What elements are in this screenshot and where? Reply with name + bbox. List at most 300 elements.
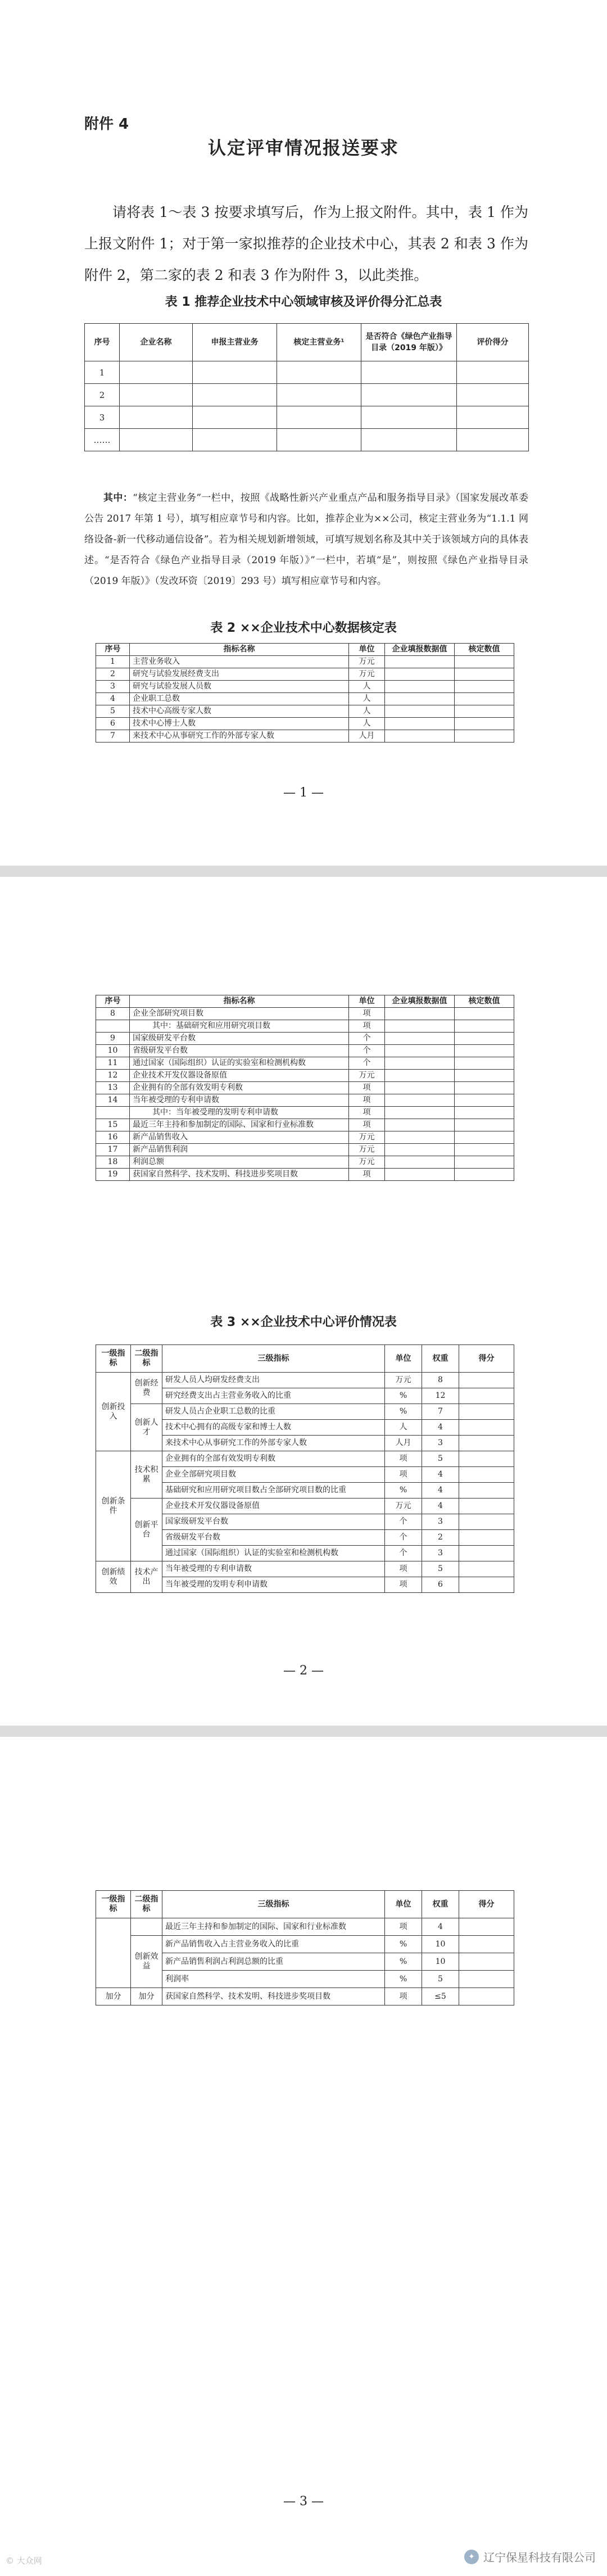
table2-cell: 项 <box>349 1094 385 1107</box>
table2-cell: 当年被受理的专利申请数 <box>130 1094 349 1107</box>
table3-part2 <box>96 1890 514 2005</box>
table3-cell: 5 <box>422 1451 459 1467</box>
table3-cell: 个 <box>385 1514 422 1530</box>
table1-caption: 表 1 推荐企业技术中心领域审核及评价得分汇总表 <box>165 295 442 309</box>
document-page-1 <box>0 0 607 866</box>
table1-cell: 1 <box>85 361 120 384</box>
table2-cell <box>455 656 514 668</box>
table2-cell: 4 <box>96 693 130 705</box>
table2-header-cell: 指标名称 <box>130 644 349 656</box>
table-row <box>96 705 514 718</box>
table1-header-cell: 评价得分 <box>457 324 529 361</box>
note-text: “核定主营业务”一栏中，按照《战略性新兴产业重点产品和服务指导目录》（国家发展改革委公告 2017 年第 1 号），填写相应章节号和内容。比如，推荐企业为××公司，核定主营业务为“1.1.1 网络设备-新一代移动通信设备”。若为相关规划新增领域，可填写规划名称及其中关于该领域方向的具体表述。“是否符合《绿色产业指导目录（2019 年版）》”一栏中，若填“是”，则按照《绿色产业指导目录（2019 年版）》（发改环资〔2019〕293 号）填写相应章节号和内容。 <box>84 492 529 587</box>
table3-level2-cell: 技术积累 <box>131 1451 162 1498</box>
table3-cell: 利润率 <box>162 1971 385 1988</box>
table3-header-cell: 三级指标 <box>162 1891 385 1918</box>
table2-cell <box>385 1094 455 1107</box>
table3-header-cell: 二级指标 <box>131 1891 162 1918</box>
table2-cell: 个 <box>349 1057 385 1070</box>
table2-cell <box>385 1020 455 1033</box>
table3-cell <box>459 1546 514 1561</box>
table2-cell: 万元 <box>349 1144 385 1156</box>
table1-cell <box>277 361 361 384</box>
table3-header-cell: 一级指标 <box>96 1891 131 1918</box>
table2-cell: 2 <box>96 668 130 681</box>
table3-cell <box>459 1467 514 1483</box>
table3-cell <box>459 1971 514 1988</box>
table-row <box>96 1918 514 1936</box>
table3-cell: 企业拥有的全部有效发明专利数 <box>162 1451 385 1467</box>
table-row <box>96 668 514 681</box>
table2-cell <box>385 1070 455 1082</box>
table2-cell: 企业职工总数 <box>130 693 349 705</box>
table3-cell <box>459 1420 514 1436</box>
table2-cell: 万元 <box>349 668 385 681</box>
table2-cell <box>385 1045 455 1057</box>
table3-cell: 个 <box>385 1530 422 1546</box>
table3-level2-cell: 创新经费 <box>131 1373 162 1404</box>
table1-cell <box>193 361 277 384</box>
table3-cell: 5 <box>422 1561 459 1577</box>
table2-cell: 通过国家（国际组织）认证的实验室和检测机构数 <box>130 1057 349 1070</box>
table1-cell <box>120 361 193 384</box>
table3-level2-cell: 技术产出 <box>131 1561 162 1593</box>
table3-cell: 当年被受理的专利申请数 <box>162 1561 385 1577</box>
table3-cell: 万元 <box>385 1373 422 1388</box>
table3-cell: 新产品销售收入占主营业务收入的比重 <box>162 1936 385 1953</box>
watermark-right-text: 辽宁保星科技有限公司 <box>483 2551 596 2564</box>
table2-cell <box>455 1033 514 1045</box>
table-row <box>96 1498 514 1514</box>
table3-cell: % <box>385 1971 422 1988</box>
table3-level2-cell: 创新平台 <box>131 1498 162 1561</box>
table3-level2-cell <box>131 1918 162 1936</box>
table3-cell: 技术中心拥有的高级专家和博士人数 <box>162 1420 385 1436</box>
table3-cell: 研发人员占企业职工总数的比重 <box>162 1404 385 1420</box>
table1-header-row <box>85 324 529 361</box>
table2-cell: 个 <box>349 1033 385 1045</box>
table2-cell: 国家级研发平台数 <box>130 1033 349 1045</box>
table1-cell <box>193 429 277 451</box>
table2-cell <box>385 1131 455 1144</box>
table3-cell: ≤5 <box>422 1988 459 2005</box>
table1-cell <box>457 429 529 451</box>
table-row <box>96 656 514 668</box>
table-row <box>96 1094 514 1107</box>
table-row <box>96 1082 514 1094</box>
table-row <box>96 1988 514 2005</box>
table2-cell <box>455 1094 514 1107</box>
table3-cell: 企业技术开发仪器设备原值 <box>162 1498 385 1514</box>
table3-cell: 4 <box>422 1467 459 1483</box>
table-row <box>96 730 514 743</box>
table-row <box>96 1561 514 1577</box>
table2-cell <box>455 1057 514 1070</box>
table2-header-cell: 序号 <box>96 995 130 1008</box>
table3-cell: 2 <box>422 1530 459 1546</box>
table3-cell <box>459 1514 514 1530</box>
table-row <box>85 406 529 429</box>
table3-cell: 4 <box>422 1420 459 1436</box>
table-row <box>85 429 529 451</box>
table3-cell: 4 <box>422 1498 459 1514</box>
table3-cell: % <box>385 1936 422 1953</box>
table3-cell: 人月 <box>385 1436 422 1451</box>
table2-cell <box>455 705 514 718</box>
table3-level1-cell: 加分 <box>96 1988 131 2005</box>
table2-cell: 8 <box>96 1008 130 1020</box>
table3-cell: 新产品销售利润占利润总额的比重 <box>162 1953 385 1971</box>
table2-cell: 9 <box>96 1033 130 1045</box>
table2-cell <box>385 1033 455 1045</box>
table2-cell: 技术中心博士人数 <box>130 718 349 730</box>
table2-cell: 其中：基础研究和应用研究项目数 <box>130 1020 349 1033</box>
table3-cell: 3 <box>422 1436 459 1451</box>
table2-cell: 19 <box>96 1169 130 1181</box>
table3-cell <box>459 1404 514 1420</box>
page-number-1: — 1 — <box>283 786 324 800</box>
table3-cell: 项 <box>385 1467 422 1483</box>
table2-cell <box>385 1144 455 1156</box>
table2-cell: 项 <box>349 1082 385 1094</box>
table2-cell: 主营业务收入 <box>130 656 349 668</box>
table3-cell: 12 <box>422 1388 459 1404</box>
table3-cell: 10 <box>422 1936 459 1953</box>
table-row <box>96 1373 514 1388</box>
table3-cell: 10 <box>422 1953 459 1971</box>
table3-cell: 万元 <box>385 1498 422 1514</box>
table2-cell <box>385 1169 455 1181</box>
table3-header-row <box>96 1891 514 1918</box>
table3-cell: 省级研发平台数 <box>162 1530 385 1546</box>
table2-cell: 18 <box>96 1156 130 1169</box>
table3-cell <box>459 1483 514 1498</box>
document-page-3 <box>0 1737 607 2576</box>
table-row <box>96 1451 514 1467</box>
table2-cell: 获国家自然科学、技术发明、科技进步奖项目数 <box>130 1169 349 1181</box>
table-row <box>96 1131 514 1144</box>
table2-header-row <box>96 644 514 656</box>
table2-cell: 其中：当年被受理的发明专利申请数 <box>130 1107 349 1119</box>
table2-cell <box>385 693 455 705</box>
table3-cell <box>459 1498 514 1514</box>
table2-cell: 1 <box>96 656 130 668</box>
table2-cell <box>455 1070 514 1082</box>
table2-cell: 万元 <box>349 1156 385 1169</box>
table2-part1 <box>96 643 514 743</box>
table2-cell <box>385 1119 455 1131</box>
table3-cell: 7 <box>422 1404 459 1420</box>
table2-cell: 12 <box>96 1070 130 1082</box>
table3-cell: 3 <box>422 1514 459 1530</box>
page-number-3: — 3 — <box>283 2494 324 2509</box>
table3-level1-cell: 创新投入 <box>96 1373 131 1451</box>
table2-cell: 企业拥有的全部有效发明专利数 <box>130 1082 349 1094</box>
table3-cell <box>459 1936 514 1953</box>
table3-cell: % <box>385 1953 422 1971</box>
table3-header-row <box>96 1345 514 1373</box>
table1-cell: 3 <box>85 406 120 429</box>
table2-cell: 13 <box>96 1082 130 1094</box>
table2-cell <box>385 730 455 743</box>
table1-cell <box>277 406 361 429</box>
table2-cell: 企业技术开发仪器设备原值 <box>130 1070 349 1082</box>
table3-cell: % <box>385 1404 422 1420</box>
table2-cell <box>385 668 455 681</box>
table2-header-cell: 核定数值 <box>455 644 514 656</box>
table3-cell: 来技术中心从事研究工作的外部专家人数 <box>162 1436 385 1451</box>
annex-label: 附件 4 <box>84 116 129 133</box>
table2-cell: 项 <box>349 1008 385 1020</box>
table-row <box>85 361 529 384</box>
table3-cell: 基础研究和应用研究项目数占全部研究项目数的比重 <box>162 1483 385 1498</box>
table2-cell <box>385 681 455 693</box>
table3-cell: 4 <box>422 1483 459 1498</box>
table3-part1 <box>96 1344 514 1593</box>
table2-cell: 6 <box>96 718 130 730</box>
table3-cell <box>459 1953 514 1971</box>
table3-cell <box>459 1918 514 1936</box>
table2-cell: 人 <box>349 681 385 693</box>
table3-header-cell: 单位 <box>385 1345 422 1373</box>
table3-cell: 当年被受理的发明专利申请数 <box>162 1577 385 1593</box>
table2-cell <box>455 1045 514 1057</box>
table3-cell <box>459 1436 514 1451</box>
table-row <box>96 1404 514 1420</box>
table2-header-cell: 企业填报数据值 <box>385 995 455 1008</box>
table-row <box>96 1008 514 1020</box>
table3-header-cell: 得分 <box>459 1345 514 1373</box>
table-row <box>96 1033 514 1045</box>
table3-cell: 最近三年主持和参加制定的国际、国家和行业标准数 <box>162 1918 385 1936</box>
table2-cell: 10 <box>96 1045 130 1057</box>
table3-cell <box>459 1561 514 1577</box>
table-row <box>85 384 529 406</box>
company-logo-icon: ✦ <box>464 2550 479 2564</box>
table2-cell: 人 <box>349 693 385 705</box>
table2-header-cell: 企业填报数据值 <box>385 644 455 656</box>
table-row <box>96 1119 514 1131</box>
table3-cell: 项 <box>385 1918 422 1936</box>
table2-cell: 16 <box>96 1131 130 1144</box>
table3-cell: 6 <box>422 1577 459 1593</box>
table3-cell: 研发人员人均研发经费支出 <box>162 1373 385 1388</box>
table-row <box>96 1144 514 1156</box>
table3-header-cell: 权重 <box>422 1345 459 1373</box>
table3-level1-cell <box>96 1918 131 1988</box>
table3-cell: % <box>385 1483 422 1498</box>
table-row <box>96 1045 514 1057</box>
table3-cell: 3 <box>422 1546 459 1561</box>
table2-cell: 利润总额 <box>130 1156 349 1169</box>
table3-cell: 项 <box>385 1451 422 1467</box>
table3-cell: 通过国家（国际组织）认证的实验室和检测机构数 <box>162 1546 385 1561</box>
table-row <box>96 1020 514 1033</box>
table1-header-cell: 企业名称 <box>120 324 193 361</box>
table2-cell <box>385 1156 455 1169</box>
table2-cell: 人 <box>349 718 385 730</box>
table3-cell: 项 <box>385 1577 422 1593</box>
table2-cell <box>455 1156 514 1169</box>
table2-cell: 万元 <box>349 1131 385 1144</box>
table1-cell: 2 <box>85 384 120 406</box>
table3-level1-cell: 创新绩效 <box>96 1561 131 1593</box>
intro-paragraph: 请将表 1～表 3 按要求填写后，作为上报文附件。其中，表 1 作为上报文附件 1；对于第一家拟推荐的企业技术中心，其表 2 和表 3 作为附件 2，第二家的表 2 和表 3 作为附件 3，以此类推。 <box>84 204 528 283</box>
table2-cell <box>455 1169 514 1181</box>
table1-cell <box>193 384 277 406</box>
table2-cell: 个 <box>349 1045 385 1057</box>
table2-cell <box>385 656 455 668</box>
table2-cell: 项 <box>349 1119 385 1131</box>
table1-cell <box>457 406 529 429</box>
table2-cell: 11 <box>96 1057 130 1070</box>
table3-cell: 5 <box>422 1971 459 1988</box>
table-row <box>96 1156 514 1169</box>
table1-header-cell: 申报主营业务 <box>193 324 277 361</box>
table1-cell <box>120 384 193 406</box>
table2-cell: 省级研发平台数 <box>130 1045 349 1057</box>
table3-level2-cell: 创新人才 <box>131 1404 162 1451</box>
note-lead: 其中： <box>103 492 133 504</box>
table2-cell: 万元 <box>349 1070 385 1082</box>
table2-cell: 研究与试验发展经费支出 <box>130 668 349 681</box>
table2-part2 <box>96 995 514 1181</box>
table2-cell: 3 <box>96 681 130 693</box>
page-number-2: — 2 — <box>283 1664 324 1678</box>
table2-cell: 研究与试验发展人员数 <box>130 681 349 693</box>
table2-cell <box>455 730 514 743</box>
table3-cell <box>459 1530 514 1546</box>
table3-header-cell: 权重 <box>422 1891 459 1918</box>
table2-cell: 14 <box>96 1094 130 1107</box>
table2-cell <box>385 718 455 730</box>
table2-header-cell: 序号 <box>96 644 130 656</box>
table3-header-cell: 一级指标 <box>96 1345 131 1373</box>
document-title: 认定评审情况报送要求 <box>207 137 399 159</box>
table2-cell <box>385 1082 455 1094</box>
table2-cell <box>455 1144 514 1156</box>
table2-cell: 人月 <box>349 730 385 743</box>
table2-cell: 最近三年主持和参加制定的国际、国家和行业标准数 <box>130 1119 349 1131</box>
table2-cell <box>455 668 514 681</box>
table-row <box>96 1070 514 1082</box>
table2-header-cell: 指标名称 <box>130 995 349 1008</box>
table2-cell: 17 <box>96 1144 130 1156</box>
table1-cell <box>120 429 193 451</box>
table3-cell: % <box>385 1388 422 1404</box>
table1 <box>84 323 529 451</box>
table2-cell <box>455 718 514 730</box>
table3-header-cell: 二级指标 <box>131 1345 162 1373</box>
table2-cell: 项 <box>349 1107 385 1119</box>
table-row <box>96 1107 514 1119</box>
table3-header-cell: 三级指标 <box>162 1345 385 1373</box>
table3-cell <box>459 1577 514 1593</box>
table1-cell <box>361 361 457 384</box>
table-row <box>96 693 514 705</box>
table2-caption: 表 2 ××企业技术中心数据核定表 <box>210 621 397 635</box>
table3-cell <box>459 1373 514 1388</box>
table2-header-cell: 单位 <box>349 995 385 1008</box>
table3-cell: 8 <box>422 1373 459 1388</box>
table1-cell <box>277 384 361 406</box>
table3-cell: 项 <box>385 1988 422 2005</box>
table1-cell <box>457 361 529 384</box>
table3-cell: 项 <box>385 1561 422 1577</box>
table-row <box>96 1169 514 1181</box>
table-row <box>96 1057 514 1070</box>
table2-cell: 新产品销售利润 <box>130 1144 349 1156</box>
table1-cell <box>361 406 457 429</box>
table3-cell <box>459 1451 514 1467</box>
table2-cell <box>385 705 455 718</box>
table1-note <box>84 488 528 592</box>
table2-cell <box>455 693 514 705</box>
table2-header-cell: 单位 <box>349 644 385 656</box>
table3-cell: 企业全部研究项目数 <box>162 1467 385 1483</box>
table2-cell: 企业全部研究项目数 <box>130 1008 349 1020</box>
table1-header-cell: 是否符合《绿色产业指导目录（2019 年版）》 <box>361 324 457 361</box>
table3-cell: 国家级研发平台数 <box>162 1514 385 1530</box>
table1-cell <box>120 406 193 429</box>
table1-cell: …… <box>85 429 120 451</box>
table3-header-cell: 单位 <box>385 1891 422 1918</box>
table3-header-cell: 得分 <box>459 1891 514 1918</box>
table3-cell: 个 <box>385 1546 422 1561</box>
table2-cell <box>96 1107 130 1119</box>
table2-cell: 人 <box>349 705 385 718</box>
table2-cell <box>385 1107 455 1119</box>
table3-cell <box>459 1388 514 1404</box>
table2-cell: 万元 <box>349 656 385 668</box>
table2-cell: 来技术中心从事研究工作的外部专家人数 <box>130 730 349 743</box>
table1-cell <box>361 384 457 406</box>
table3-caption: 表 3 ××企业技术中心评价情况表 <box>210 1315 397 1329</box>
table2-cell <box>455 1131 514 1144</box>
table2-cell <box>455 1082 514 1094</box>
watermark-right <box>464 2548 596 2565</box>
table2-cell: 5 <box>96 705 130 718</box>
table2-cell <box>455 1107 514 1119</box>
table2-cell: 项 <box>349 1020 385 1033</box>
table-row <box>96 1936 514 1953</box>
table2-header-cell: 核定数值 <box>455 995 514 1008</box>
table3-cell: 研究经费支出占主营业务收入的比重 <box>162 1388 385 1404</box>
table1-cell <box>193 406 277 429</box>
table2-cell: 15 <box>96 1119 130 1131</box>
table3-cell: 4 <box>422 1918 459 1936</box>
table-row <box>96 718 514 730</box>
table2-cell <box>385 1057 455 1070</box>
table2-header-row <box>96 995 514 1008</box>
table2-cell: 7 <box>96 730 130 743</box>
table3-level2-cell: 加分 <box>131 1988 162 2005</box>
table2-cell: 新产品销售收入 <box>130 1131 349 1144</box>
table2-cell: 技术中心高级专家人数 <box>130 705 349 718</box>
table2-cell: 项 <box>349 1169 385 1181</box>
table2-cell <box>455 681 514 693</box>
table2-cell <box>455 1008 514 1020</box>
table2-cell <box>96 1020 130 1033</box>
table1-cell <box>277 429 361 451</box>
table1-header-cell: 序号 <box>85 324 120 361</box>
table2-cell <box>455 1119 514 1131</box>
table3-cell: 人 <box>385 1420 422 1436</box>
table3-level2-cell: 创新效益 <box>131 1936 162 1988</box>
table1-header-cell: 核定主营业务¹ <box>277 324 361 361</box>
table3-level1-cell: 创新条件 <box>96 1451 131 1561</box>
table3-cell <box>459 1988 514 2005</box>
